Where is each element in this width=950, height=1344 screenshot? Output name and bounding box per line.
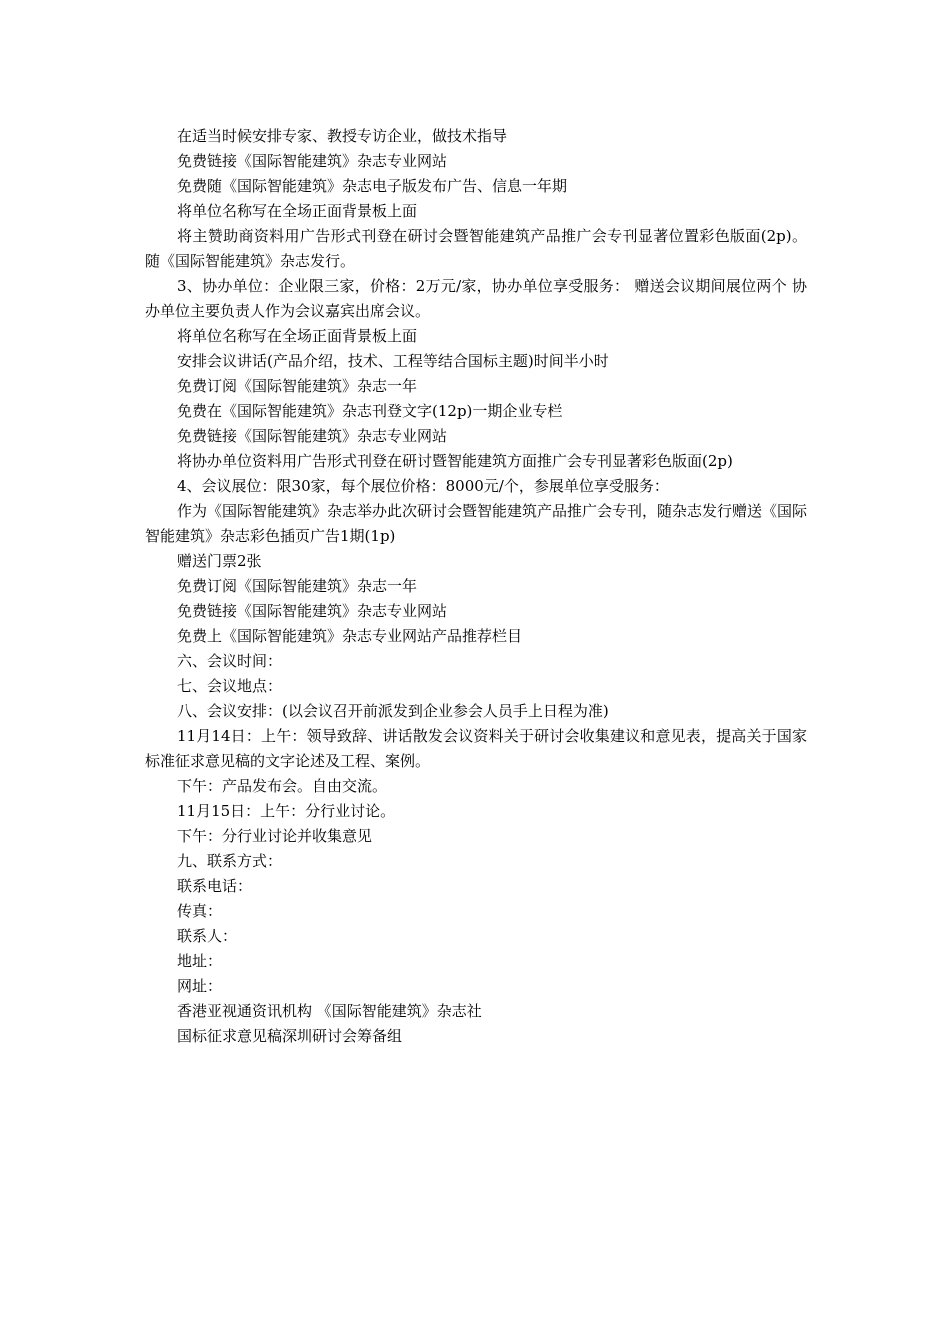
- schedule-nov15-morning: 11月15日：上午：分行业讨论。: [177, 802, 396, 820]
- paragraph-speech-slot: 安排会议讲话(产品介绍，技术、工程等结合国标主题)时间半小时: [177, 352, 609, 370]
- paragraph-free-subscription: 免费订阅《国际智能建筑》杂志一年: [177, 377, 418, 395]
- paragraph-co-website-link: 免费链接《国际智能建筑》杂志专业网站: [177, 427, 448, 445]
- schedule-nov14-morning: 11月14日：上午：领导致辞、讲话散发会议资料关于研讨会收集建议和意见表，提高关于国家标准征求意见稿的文字论述及工程、案例。: [145, 727, 807, 770]
- paragraph-booth-insert-ad: 作为《国际智能建筑》杂志举办此次研讨会暨智能建筑产品推广会专刊，随杂志发行赠送《国际智能建筑》杂志彩色插页广告1期(1p): [145, 502, 808, 545]
- paragraph-free-column: 免费在《国际智能建筑》杂志刊登文字(12p)一期企业专栏: [177, 402, 563, 420]
- paragraph-booth-subscription: 免费订阅《国际智能建筑》杂志一年: [177, 577, 418, 595]
- paragraph-main-sponsor-ad: 将主赞助商资料用广告形式刊登在研讨会暨智能建筑产品推广会专刊显著位置彩色版面(2p)。随《国际智能建筑》杂志发行。: [145, 227, 807, 270]
- paragraph-co-organizer: 3、协办单位：企业限三家，价格：2万元/家，协办单位享受服务： 赠送会议期间展位两个 协办单位主要负责人作为会议嘉宾出席会议。: [145, 277, 807, 320]
- paragraph-product-recommend: 免费上《国际智能建筑》杂志专业网站产品推荐栏目: [177, 627, 523, 645]
- paragraph-free-tickets: 赠送门票2张: [177, 552, 262, 570]
- contact-phone: 联系电话：: [177, 877, 253, 895]
- paragraph-co-ad: 将协办单位资料用广告形式刊登在研讨暨智能建筑方面推广会专刊显著彩色版面(2p): [177, 452, 733, 470]
- contact-address: 地址：: [177, 952, 223, 970]
- contact-fax: 传真：: [177, 902, 223, 920]
- heading-contact: 九、联系方式：: [177, 852, 283, 870]
- heading-meeting-venue: 七、会议地点：: [177, 677, 283, 695]
- paragraph-free-website-link: 免费链接《国际智能建筑》杂志专业网站: [177, 152, 448, 170]
- signature-committee: 国标征求意见稿深圳研讨会筹备组: [177, 1027, 403, 1045]
- contact-website: 网址：: [177, 977, 223, 995]
- schedule-nov15-afternoon: 下午：分行业讨论并收集意见: [177, 827, 373, 845]
- document-body: [145, 124, 807, 1049]
- heading-meeting-time: 六、会议时间：: [177, 652, 283, 670]
- paragraph-backdrop-name: 将单位名称写在全场正面背景板上面: [177, 202, 418, 220]
- paragraph-co-backdrop-name: 将单位名称写在全场正面背景板上面: [177, 327, 418, 345]
- schedule-nov14-afternoon: 下午：产品发布会。自由交流。: [177, 777, 388, 795]
- paragraph-booth: 4、会议展位：限30家，每个展位价格：8000元/个，参展单位享受服务：: [177, 477, 669, 495]
- paragraph-free-ebook-ad: 免费随《国际智能建筑》杂志电子版发布广告、信息一年期: [177, 177, 568, 195]
- paragraph-expert-visit: 在适当时候安排专家、教授专访企业，做技术指导: [177, 127, 508, 145]
- contact-person: 联系人：: [177, 927, 238, 945]
- signature-organization: 香港亚视通资讯机构 《国际智能建筑》杂志社: [177, 1002, 482, 1020]
- heading-meeting-schedule: 八、会议安排：(以会议召开前派发到企业参会人员手上日程为准): [177, 702, 609, 720]
- paragraph-booth-website-link: 免费链接《国际智能建筑》杂志专业网站: [177, 602, 448, 620]
